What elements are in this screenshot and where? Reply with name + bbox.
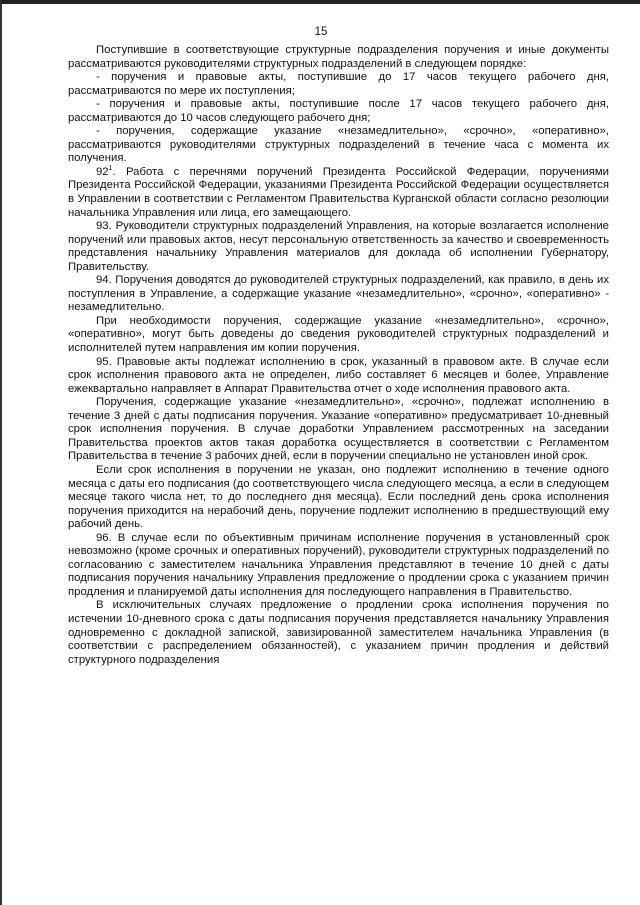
clause-number: 92 xyxy=(96,165,109,178)
paragraph: 93. Руководители структурных подразделений Управления, на которые возлагается исполнение поручений или правовых актов, несут персональную ответственность за качество и своевременность представления начальнику Управления материалов для доклада об исполнении Губернатору, Правительству. xyxy=(68,220,609,273)
clause-text: . Работа с перечнями поручений Президента Российской Федерации, поручениями Президента Российской Федерации, указаниями Президента Российской Федерации осуществляется в Управлении в соответствии с Регламентом Правительства Курганской области согласно резолюции начальника Управления или лица, его замещающего. xyxy=(68,165,609,219)
paragraph-92-1 xyxy=(68,166,609,220)
paragraph: 96. В случае если по объективным причинам исполнение поручения в установленный срок невозможно (кроме срочных и оперативных поручений), руководители структурных подразделений по согласованию с заместителем начальника Управления представляют в течение 10 дней с даты подписания поручения начальнику Управления предложение о продлении срока с указанием причин продления и планируемой даты исполнения для последующего направления в Правительство. xyxy=(68,531,609,598)
paragraph: Поступившие в соответствующие структурные подразделения поручения и иные документы рассматриваются руководителями структурных подразделений в следующем порядке: xyxy=(68,44,609,70)
clause-superscript: 1 xyxy=(108,165,113,173)
paragraph: - поручения, содержащие указание «незамедлительно», «срочно», «оперативно», рассматриваются руководителями структурных подразделений в течение часа с момента их получения. xyxy=(68,125,609,165)
paragraph: - поручения и правовые акты, поступившие до 17 часов текущего рабочего дня, рассматриваются по мере их поступления; xyxy=(68,71,609,97)
paragraph: В исключительных случаях предложение о продлении срока исполнения поручения по истечении 10-дневного срока с даты подписания поручения представляется начальнику Управления одновременно с докладной запиской, завизированной заместителем начальника Управления (в соответствии с распределением обязанностей), с указанием причин продления и действий структурного подразделения xyxy=(68,599,609,666)
document-body xyxy=(68,44,609,667)
paragraph: 95. Правовые акты подлежат исполнению в срок, указанный в правовом акте. В случае если срок исполнения правового акта не определен, либо составляет 6 месяцев и более, Управление ежеквартально направляет в Аппарат Правительства отчет о ходе исполнения правового акта. xyxy=(68,355,609,395)
paragraph: Поручения, содержащие указание «незамедлительно», «срочно», подлежат исполнению в течение 3 дней с даты подписания поручения. Указание «оперативно» предусматривает 10-дневный срок исполнения поручения. В случае доработки Управлением рассмотренных на заседании Правительства проектов актов такая доработка осуществляется в соответствии с Регламентом Правительства в течение 3 рабочих дней, если в поручении специально не установлен иной срок. xyxy=(68,396,609,463)
paragraph: 94. Поручения доводятся до руководителей структурных подразделений, как правило, в день их поступления в Управление, а содержащие указание «незамедлительно», «срочно», «оперативно» - незамедлительно. xyxy=(68,274,609,314)
paragraph: Если срок исполнения в поручении не указан, оно подлежит исполнению в течение одного месяца с даты его подписания (до соответствующего числа следующего месяца, а если в следующем месяце такого числа нет, то до последнего дня месяца). Если последний день срока исполнения поручения приходится на нерабочий день, поручение подлежит исполнению в предшествующий ему рабочий день. xyxy=(68,463,609,531)
paragraph: - поручения и правовые акты, поступившие после 17 часов текущего рабочего дня, рассматриваются до 10 часов следующего рабочего дня; xyxy=(68,98,609,124)
page-number: 15 xyxy=(314,26,328,38)
paragraph: При необходимости поручения, содержащие указание «незамедлительно», «срочно», «оперативно», могут быть доведены до сведения руководителей структурных подразделений и исполнителей путем направления им копии поручения. xyxy=(68,314,609,355)
